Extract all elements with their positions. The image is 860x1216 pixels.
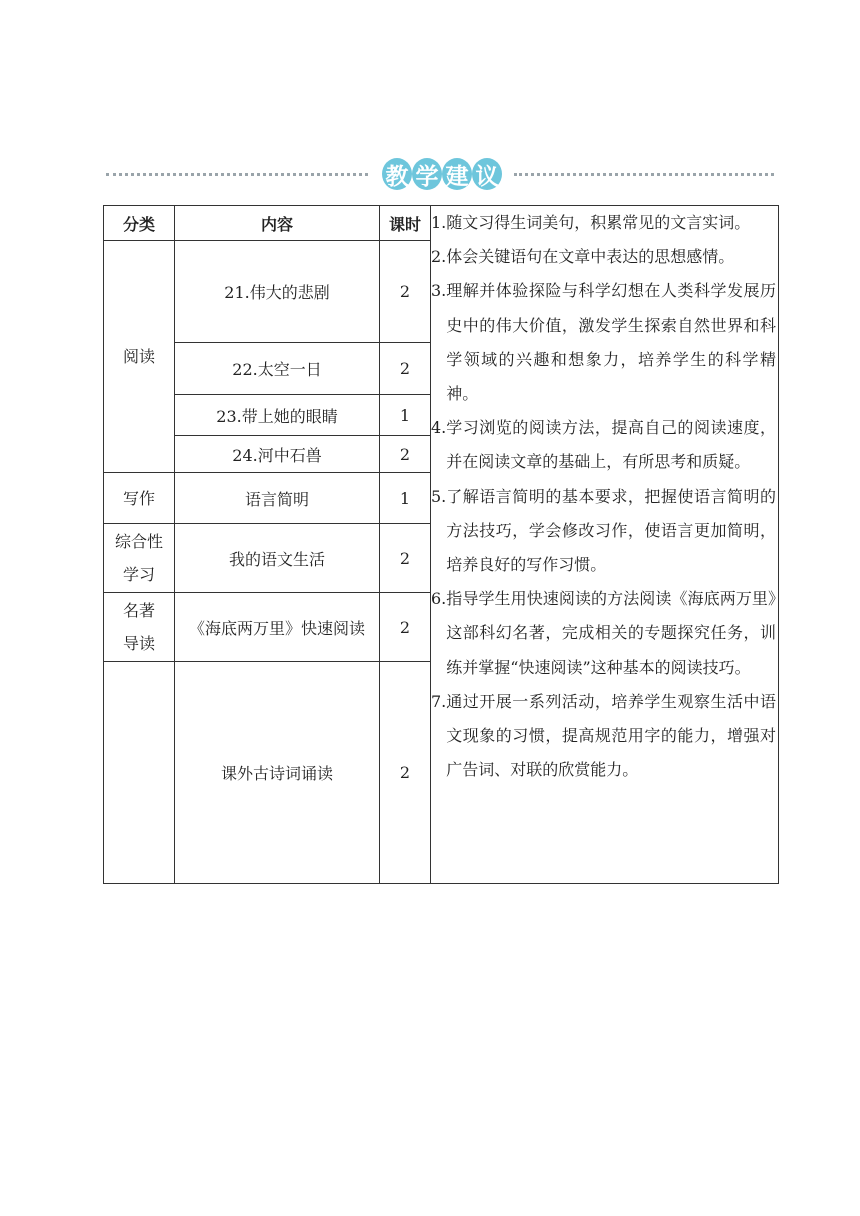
category-cell: 阅读 [104,241,175,473]
content-cell: 24.河中石兽 [175,436,380,473]
hours-cell: 1 [380,473,431,524]
hours-cell: 2 [380,436,431,473]
header-category: 分类 [104,206,175,241]
teaching-plan-table [103,205,779,884]
header-content: 内容 [175,206,380,241]
title-char: 学 [412,158,442,190]
content-cell: 22.太空一日 [175,343,380,395]
hours-cell: 1 [380,395,431,436]
goal-item: 1. 随文习得生词美句，积累常见的文言实词。 [431,213,751,232]
title-char: 教 [382,158,412,190]
hours-cell: 2 [380,524,431,593]
dotted-divider-left [106,173,368,176]
goal-item: 5. 了解语言简明的基本要求，把握使语言简明的方法技巧，学会修改习作，使语言更加简明，培养良好的写作习惯。 [431,486,776,575]
section-title-bar [104,156,776,192]
section-title [382,156,502,192]
goal-item: 2. 体会关键语句在文章中表达的思想感情。 [431,247,735,267]
teaching-goals [431,206,779,884]
hours-cell: 2 [380,343,431,395]
content-cell: 23.带上她的眼睛 [175,395,380,436]
goal-item: 7. 通过开展一系列活动，培养学生观察生活中语文现象的习惯，提高规范用字的能力，增强对广告词、对联的欣赏能力。 [431,691,776,780]
table-header-row [104,206,779,241]
goal-item: 6. 指导学生用快速阅读的方法阅读《海底两万里》这部科幻名著，完成相关的专题探究任务，训练并掌握“快速阅读”这种基本的阅读技巧。 [431,589,776,677]
hours-cell: 2 [380,241,431,343]
category-cell: 名著 导读 [104,593,175,662]
category-cell-empty [104,662,175,884]
header-hours: 课时 [380,206,431,241]
content-cell: 我的语文生活 [175,524,380,593]
dotted-divider-right [514,173,774,176]
category-cell: 写作 [104,473,175,524]
content-cell: 语言简明 [175,473,380,524]
goal-item: 4. 学习浏览的阅读方法，提高自己的阅读速度，并在阅读文章的基础上，有所思考和质疑。 [431,418,776,472]
title-char: 建 [442,158,472,190]
content-cell: 21.伟大的悲剧 [175,241,380,343]
content-cell: 《海底两万里》快速阅读 [175,593,380,662]
hours-cell: 2 [380,593,431,662]
title-char: 议 [472,158,502,190]
goal-item: 3. 理解并体验探险与科学幻想在人类科学发展历史中的伟大价值，激发学生探索自然世界和科学领域的兴趣和想象力，培养学生的科学精神。 [431,281,776,404]
content-cell: 课外古诗词诵读 [175,662,380,884]
category-cell: 综合性 学习 [104,524,175,593]
hours-cell: 2 [380,662,431,884]
